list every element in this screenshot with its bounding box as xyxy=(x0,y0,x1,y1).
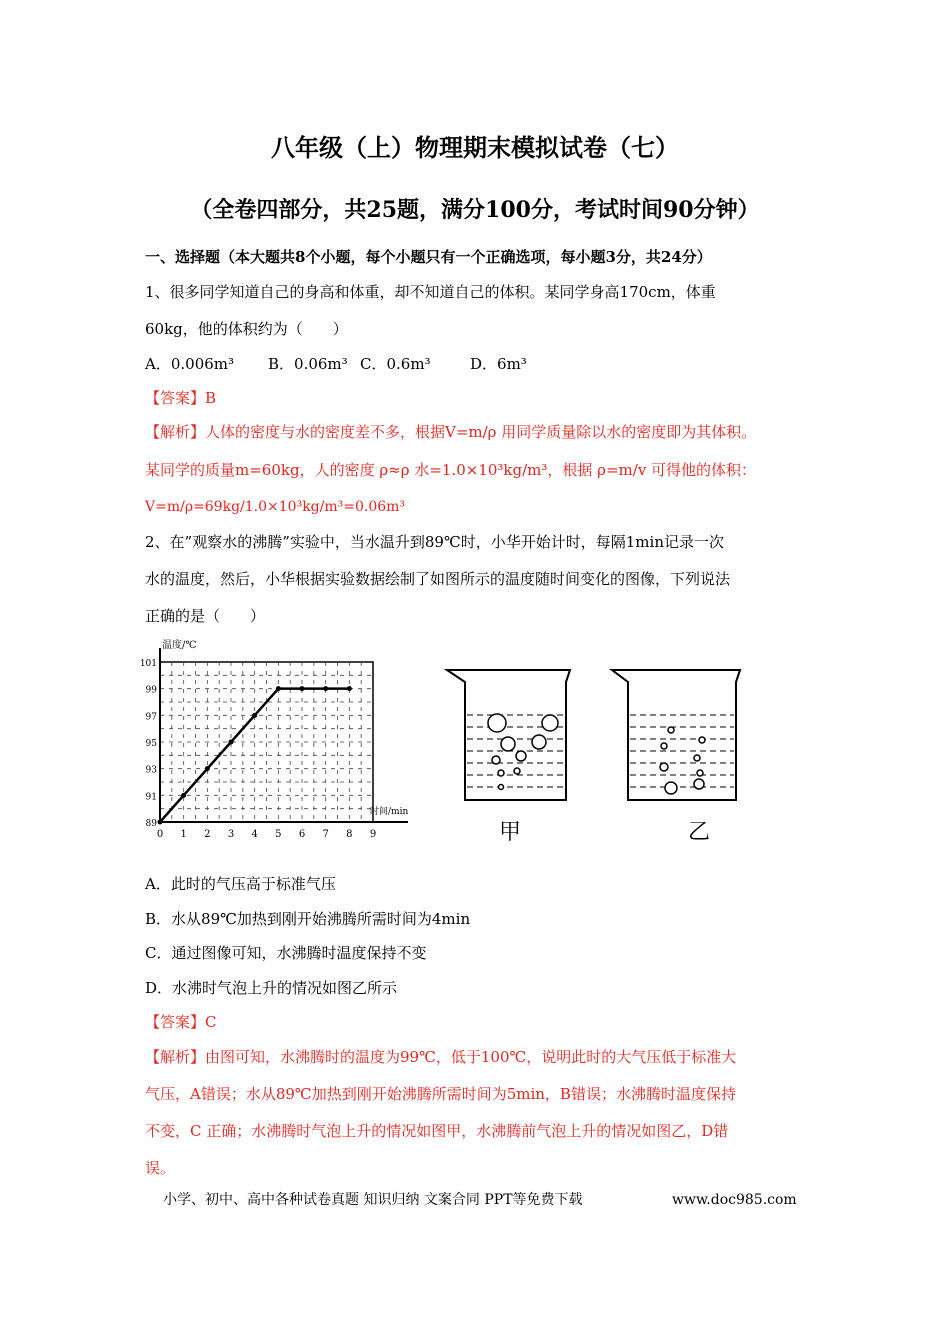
q2-analysis: 【解析】由图可知，水沸腾时的温度为99℃，低于100℃，说明此时的大气压低于标准大 xyxy=(145,1048,737,1066)
q1-text: 1、很多同学知道自己的身高和体重，却不知道自己的体积。某同学身高170cm，体重 xyxy=(145,283,716,301)
x-tick-label: 9 xyxy=(369,829,377,840)
x-tick-label: 7 xyxy=(322,829,329,840)
q2-text: 2、在”观察水的沸腾”实验中，当水温升到89℃时，小华开始计时，每隔1min记录一次 xyxy=(145,533,724,551)
footer-text: 小学、初中、高中各种试卷真题 知识归纳 文案合同 PPT等免费下载 xyxy=(163,1192,583,1208)
y-tick-label: 89 xyxy=(145,819,157,829)
y-tick-label: 93 xyxy=(145,765,157,776)
q1-option-b: B．0.06m³ xyxy=(268,355,348,373)
q2-analysis: 误。 xyxy=(145,1159,176,1177)
y-tick-label: 95 xyxy=(145,739,157,749)
q1-option-c: C．0.6m³ xyxy=(360,355,431,373)
q2-answer: 【答案】C xyxy=(145,1013,217,1031)
q1-text: 60kg，他的体积约为（ ） xyxy=(145,320,348,338)
y-tick-label: 91 xyxy=(145,792,157,803)
data-point xyxy=(300,686,305,691)
data-point xyxy=(347,686,352,691)
q1-option-d: D．6m³ xyxy=(470,355,527,373)
data-point xyxy=(181,793,186,798)
q2-analysis: 不变，C 正确；水沸腾时气泡上升的情况如图甲，水沸腾前气泡上升的情况如图乙，D错 xyxy=(145,1122,729,1140)
x-tick-label: 2 xyxy=(204,829,211,840)
chart-grid xyxy=(160,662,373,822)
beaker-figures xyxy=(440,660,760,850)
data-point xyxy=(158,820,163,825)
figure-label-yi: 乙 xyxy=(688,820,711,845)
y-axis-label: 温度/℃ xyxy=(162,640,197,651)
q2-option-b: B．水从89℃加热到刚开始沸腾所需时间为4min xyxy=(145,910,471,928)
temperature-time-chart xyxy=(140,630,420,850)
beaker-jia xyxy=(447,670,570,800)
q2-option-c: C．通过图像可知，水沸腾时温度保持不变 xyxy=(145,944,427,962)
x-tick-label: 6 xyxy=(298,829,306,840)
x-tick-label: 3 xyxy=(227,829,235,840)
footer-url[interactable]: www.doc985.com xyxy=(672,1192,797,1208)
x-tick-label: 8 xyxy=(346,829,353,840)
data-point xyxy=(276,686,281,691)
section-heading: 一、选择题（本大题共8个小题，每个小题只有一个正确选项，每小题3分，共24分） xyxy=(145,248,712,266)
data-point xyxy=(205,766,210,771)
q2-text: 水的温度，然后，小华根据实验数据绘制了如图所示的温度随时间变化的图像，下列说法 xyxy=(145,570,731,588)
page-subtitle: （全卷四部分，共25题，满分100分，考试时间90分钟） xyxy=(190,197,760,223)
x-tick-label: 5 xyxy=(275,829,282,840)
data-point xyxy=(323,686,328,691)
figure-label-jia: 甲 xyxy=(499,820,522,845)
data-point xyxy=(252,713,257,718)
x-axis-label: 时间/min xyxy=(370,807,409,817)
y-tick-label: 101 xyxy=(140,659,157,669)
q2-text: 正确的是（ ） xyxy=(145,607,266,625)
x-tick-label: 1 xyxy=(180,829,187,840)
q2-analysis: 气压，A错误；水从89℃加热到刚开始沸腾所需时间为5min，B错误；水沸腾时温度保持 xyxy=(145,1085,736,1103)
beaker-yi xyxy=(612,670,740,800)
q1-analysis: V=m/ρ=69kg/1.0×10³kg/m³=0.06m³ xyxy=(145,499,406,515)
x-tick-label: 0 xyxy=(156,829,164,840)
x-tick-label: 4 xyxy=(251,829,258,840)
y-tick-label: 97 xyxy=(145,712,157,723)
q1-answer: 【答案】B xyxy=(145,389,217,407)
q2-option-d: D．水沸时气泡上升的情况如图乙所示 xyxy=(145,979,398,997)
q1-analysis: 【解析】人体的密度与水的密度差不多，根据V=m/ρ 用同学质量除以水的密度即为其体积。 xyxy=(145,423,757,441)
page-title: 八年级（上）物理期末模拟试卷（七） xyxy=(271,133,679,162)
q2-option-a: A．此时的气压高于标准气压 xyxy=(145,875,336,893)
q1-analysis: 某同学的质量m=60kg，人的密度 ρ≈ρ 水=1.0×10³kg/m³，根据 ρ=m/v 可得他的体积： xyxy=(145,461,757,479)
data-point xyxy=(229,740,234,745)
q1-option-a: A．0.006m³ xyxy=(145,355,235,373)
y-tick-label: 99 xyxy=(145,685,157,696)
